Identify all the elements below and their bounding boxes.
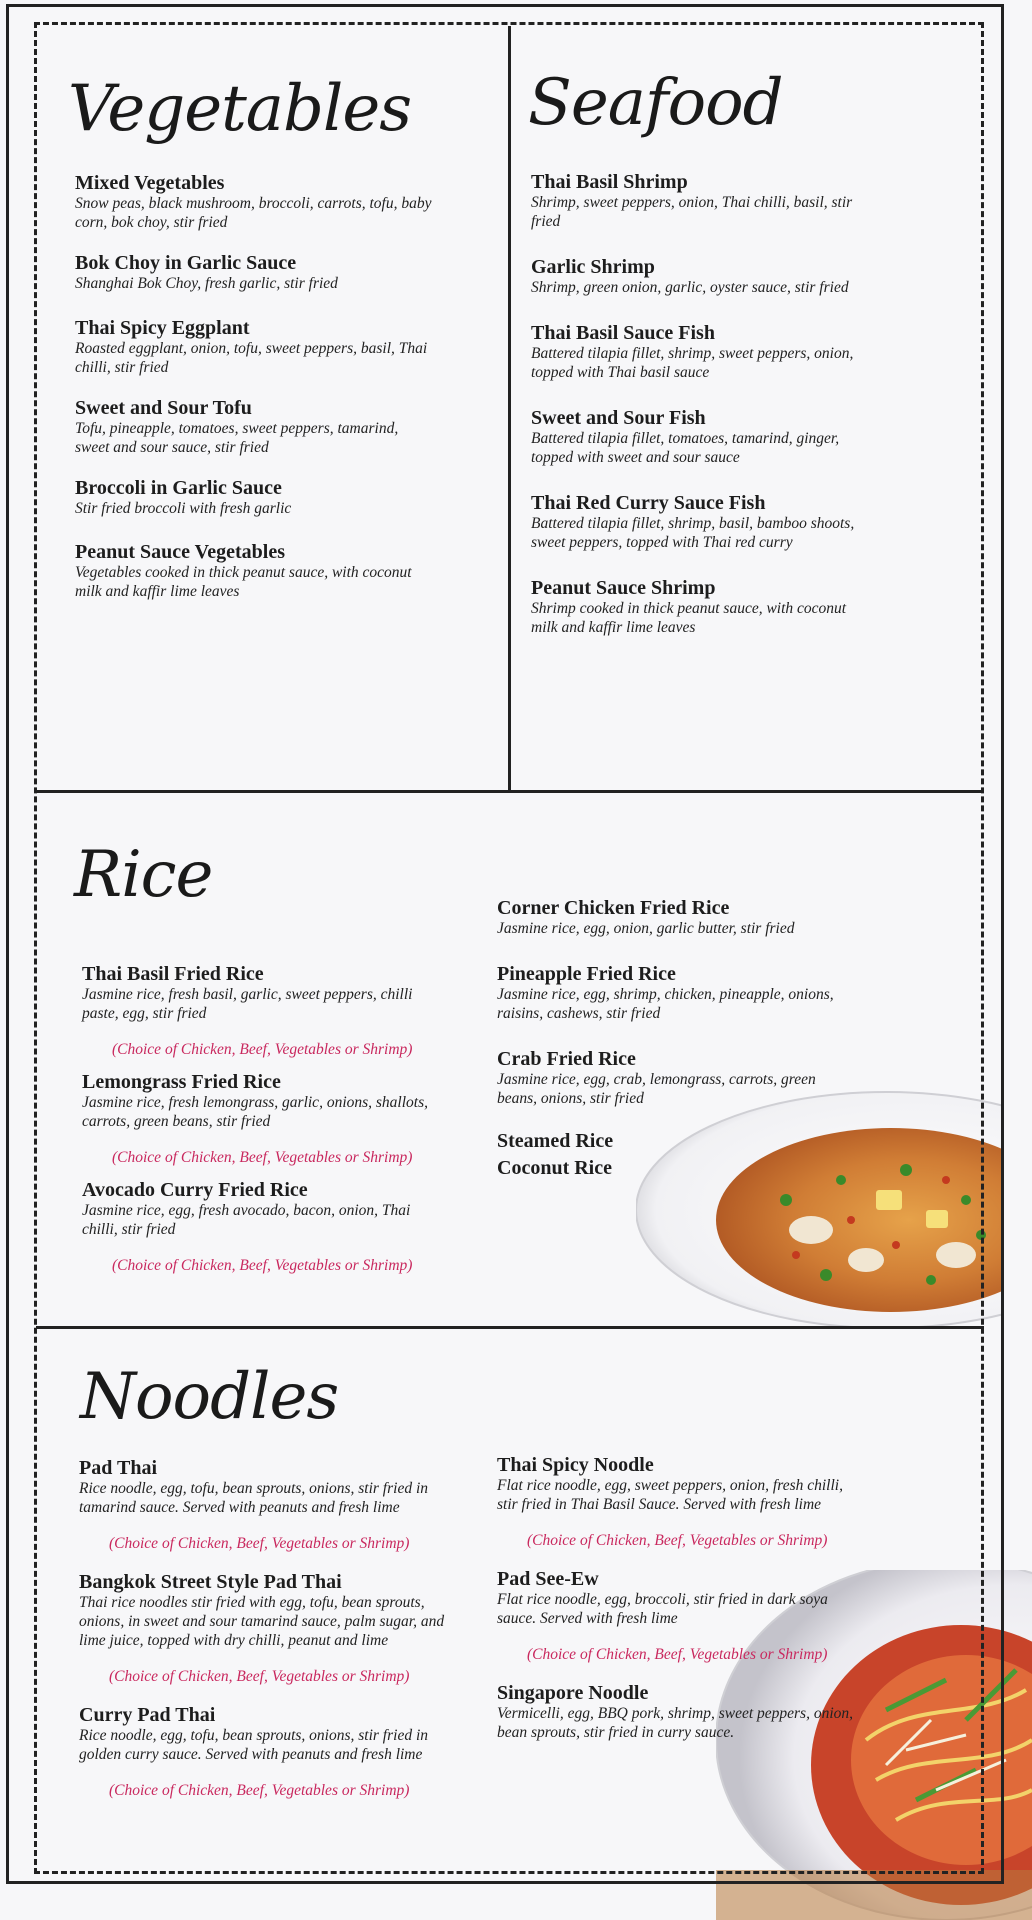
rice-left-list [82, 963, 442, 1275]
noodles-title: Noodles [80, 1360, 339, 1434]
item-name: Coconut Rice [497, 1157, 612, 1179]
item-name: Lemongrass Fried Rice [82, 1071, 281, 1093]
list-item [75, 477, 435, 518]
protein-choice: (Choice of Chicken, Beef, Vegetables or Shrimp) [109, 1782, 410, 1799]
item-name: Peanut Sauce Shrimp [531, 577, 716, 599]
list-item [75, 397, 435, 457]
item-name: Thai Basil Fried Rice [82, 963, 264, 985]
list-item [82, 1179, 442, 1275]
list-item [82, 1071, 442, 1167]
item-desc: Rice noodle, egg, tofu, bean sprouts, onions, stir fried in tamarind sauce. Served with peanuts and fresh lime [79, 1480, 429, 1516]
divider-rice [36, 790, 984, 793]
item-desc: Tofu, pineapple, tomatoes, sweet peppers, tamarind, sweet and sour sauce, stir fried [75, 420, 399, 456]
item-name: Pad Thai [79, 1457, 157, 1479]
item-name: Thai Red Curry Sauce Fish [531, 492, 766, 514]
item-desc: Shrimp, green onion, garlic, oyster sauce, stir fried [531, 279, 849, 296]
item-desc: Jasmine rice, egg, onion, garlic butter, stir fried [497, 920, 795, 937]
item-desc: Jasmine rice, egg, fresh avocado, bacon, onion, Thai chilli, stir fried [82, 1202, 411, 1238]
rice-right-list [497, 897, 847, 1182]
item-desc: Battered tilapia fillet, shrimp, sweet peppers, onion, topped with Thai basil sauce [531, 345, 854, 381]
item-desc: Jasmine rice, fresh lemongrass, garlic, onions, shallots, carrots, green beans, stir fried [82, 1094, 429, 1130]
item-desc: Vermicelli, egg, BBQ pork, shrimp, sweet peppers, onion, bean sprouts, stir fried in curry sauce. [497, 1705, 854, 1741]
list-item [497, 1682, 857, 1742]
item-desc: Shrimp cooked in thick peanut sauce, with coconut milk and kaffir lime leaves [531, 600, 847, 636]
item-name: Steamed Rice [497, 1130, 614, 1152]
protein-choice: (Choice of Chicken, Beef, Vegetables or Shrimp) [112, 1149, 413, 1166]
item-name: Thai Spicy Noodle [497, 1454, 654, 1476]
protein-choice: (Choice of Chicken, Beef, Vegetables or Shrimp) [527, 1646, 828, 1663]
list-item [79, 1457, 449, 1553]
item-name: Garlic Shrimp [531, 256, 655, 278]
item-name: Thai Basil Sauce Fish [531, 322, 715, 344]
list-item [497, 897, 847, 938]
item-name: Thai Basil Shrimp [531, 171, 688, 193]
list-item [79, 1704, 449, 1800]
protein-choice: (Choice of Chicken, Beef, Vegetables or Shrimp) [109, 1535, 410, 1552]
list-item [75, 172, 435, 232]
list-item [79, 1571, 449, 1686]
item-desc: Vegetables cooked in thick peanut sauce, with coconut milk and kaffir lime leaves [75, 564, 412, 600]
item-desc: Thai rice noodles stir fried with egg, tofu, bean sprouts, onions, in sweet and sour tamarind sauce, palm sugar, and lime juice, topped with dry chilli, peanut and lime [79, 1594, 445, 1649]
protein-choice: (Choice of Chicken, Beef, Vegetables or Shrimp) [112, 1041, 413, 1058]
item-name: Bok Choy in Garlic Sauce [75, 252, 297, 274]
list-item [531, 322, 871, 382]
item-name: Avocado Curry Fried Rice [82, 1179, 308, 1201]
item-desc: Stir fried broccoli with fresh garlic [75, 500, 292, 517]
item-name: Sweet and Sour Tofu [75, 397, 252, 419]
item-name: Crab Fried Rice [497, 1048, 636, 1070]
item-name: Corner Chicken Fried Rice [497, 897, 730, 919]
item-name: Pineapple Fried Rice [497, 963, 676, 985]
item-name: Mixed Vegetables [75, 172, 225, 194]
item-name: Singapore Noodle [497, 1682, 649, 1704]
list-item [531, 171, 871, 231]
item-name: Curry Pad Thai [79, 1704, 216, 1726]
list-item [531, 492, 871, 552]
item-desc: Flat rice noodle, egg, sweet peppers, onion, fresh chilli, stir fried in Thai Basil Sauce. Served with fresh lime [497, 1477, 843, 1513]
list-item [75, 541, 435, 601]
item-desc: Shanghai Bok Choy, fresh garlic, stir fried [75, 275, 338, 292]
item-desc: Flat rice noodle, egg, broccoli, stir fried in dark soya sauce. Served with fresh lime [497, 1591, 828, 1627]
item-desc: Snow peas, black mushroom, broccoli, carrots, tofu, baby corn, bok choy, stir fried [75, 195, 432, 231]
item-desc: Jasmine rice, egg, crab, lemongrass, carrots, green beans, onions, stir fried [497, 1071, 816, 1107]
list-item [497, 1454, 857, 1550]
vegetables-title: Vegetables [68, 72, 412, 146]
noodles-left-list [79, 1457, 449, 1800]
item-name: Pad See-Ew [497, 1568, 599, 1590]
list-item [531, 256, 871, 297]
list-item [531, 577, 871, 637]
item-desc: Rice noodle, egg, tofu, bean sprouts, onions, stir fried in golden curry sauce. Served with peanuts and fresh lime [79, 1727, 429, 1763]
item-name: Thai Spicy Eggplant [75, 317, 250, 339]
list-item [75, 252, 435, 293]
item-name: Bangkok Street Style Pad Thai [79, 1571, 342, 1593]
list-item [82, 963, 442, 1059]
item-desc: Battered tilapia fillet, shrimp, basil, bamboo shoots, sweet peppers, topped with Thai red curry [531, 515, 855, 551]
vegetables-list [75, 172, 435, 601]
protein-choice: (Choice of Chicken, Beef, Vegetables or Shrimp) [112, 1257, 413, 1274]
item-desc: Jasmine rice, egg, shrimp, chicken, pineapple, onions, raisins, cashews, stir fried [497, 986, 834, 1022]
item-name: Peanut Sauce Vegetables [75, 541, 285, 563]
item-desc: Battered tilapia fillet, tomatoes, tamarind, ginger, topped with sweet and sour sauce [531, 430, 840, 466]
plain-rice-list [497, 1128, 847, 1182]
seafood-list [531, 171, 871, 637]
noodles-right-list [497, 1454, 857, 1742]
list-item [497, 1568, 857, 1664]
list-item [497, 1048, 847, 1108]
seafood-title: Seafood [528, 66, 783, 140]
item-name: Broccoli in Garlic Sauce [75, 477, 282, 499]
divider-noodles [36, 1326, 984, 1329]
list-item [75, 317, 435, 377]
divider-vertical [508, 26, 511, 790]
item-name: Sweet and Sour Fish [531, 407, 706, 429]
item-desc: Roasted eggplant, onion, tofu, sweet peppers, basil, Thai chilli, stir fried [75, 340, 428, 376]
rice-title: Rice [74, 838, 213, 912]
item-desc: Shrimp, sweet peppers, onion, Thai chilli, basil, stir fried [531, 194, 853, 230]
item-desc: Jasmine rice, fresh basil, garlic, sweet peppers, chilli paste, egg, stir fried [82, 986, 413, 1022]
list-item [531, 407, 871, 467]
list-item [497, 963, 847, 1023]
protein-choice: (Choice of Chicken, Beef, Vegetables or Shrimp) [527, 1532, 828, 1549]
protein-choice: (Choice of Chicken, Beef, Vegetables or Shrimp) [109, 1668, 410, 1685]
